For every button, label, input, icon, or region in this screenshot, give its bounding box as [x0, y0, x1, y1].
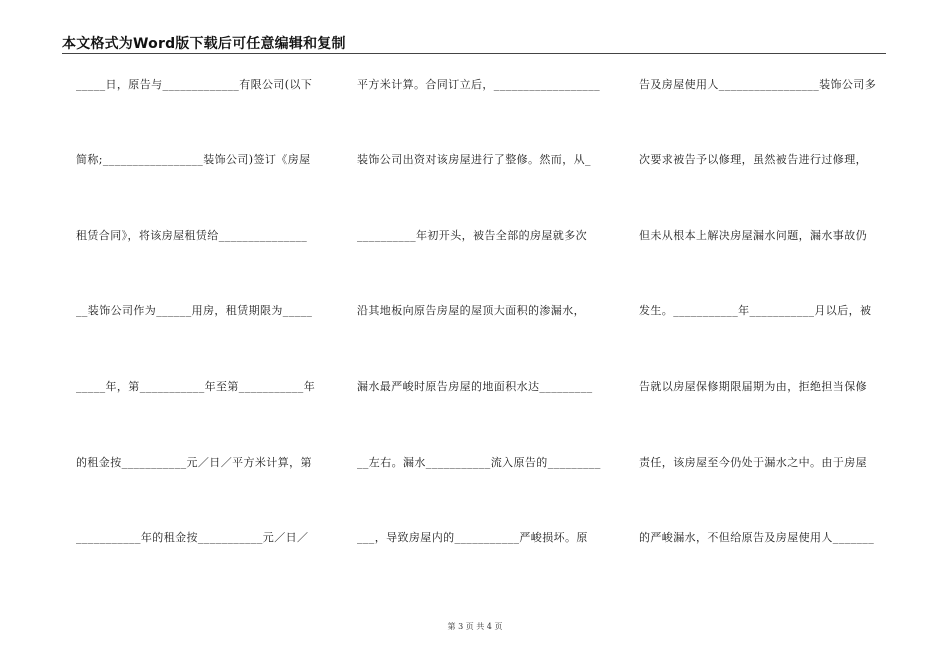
text-line: __左右。漏水___________流入原告的_________: [357, 456, 601, 469]
text-line: 平方米计算。合同订立后，__________________: [357, 78, 600, 91]
text-line: 次要求被告予以修理，虽然被告进行过修理，: [639, 153, 867, 166]
text-line: 简称;_________________装饰公司)签订《房屋: [76, 153, 311, 166]
text-line: 装饰公司出资对该房屋进行了整修。然而，从_: [357, 153, 591, 166]
text-line: 责任，该房屋至今仍处于漏水之中。由于房屋: [639, 456, 867, 469]
text-line: 的租金按___________元／日／平方米计算，第: [76, 456, 312, 469]
text-line: ___________年的租金按___________元／日／: [76, 531, 309, 544]
text-line: 漏水最严峻时原告房屋的地面积水达_________: [357, 380, 593, 393]
text-line: 发生。___________年___________月以后，被: [639, 304, 872, 317]
text-line: __________年初开头，被告全部的房屋就多次: [357, 229, 587, 242]
text-line: 的严峻漏水，不但给原告及房屋使用人_______: [639, 531, 875, 544]
document-header: [62, 34, 886, 54]
header-title: 本文格式为Word版下载后可任意编辑和复制: [62, 36, 346, 52]
text-line: ___，导致房屋内的___________严峻损坏。原: [357, 531, 588, 544]
text-line: _____日，原告与_____________有限公司(以下: [76, 78, 313, 91]
text-line: 但未从根本上解决房屋漏水问题，漏水事故仍: [639, 229, 867, 242]
text-line: 沿其地板向原告房屋的屋顶大面积的渗漏水，: [357, 304, 585, 317]
header-divider: [62, 53, 886, 54]
page-number: 第 3 页 共 4 页: [447, 622, 503, 631]
text-line: __装饰公司作为______用房，租赁期限为_____: [76, 304, 313, 317]
text-line: 租赁合同》，将该房屋租赁给_______________: [76, 229, 308, 242]
text-line: _____年，第___________年至第___________年: [76, 380, 316, 393]
text-line: 告就以房屋保修期限届期为由，拒绝担当保修: [639, 380, 867, 393]
text-line: 告及房屋使用人_________________装饰公司多: [639, 78, 877, 91]
